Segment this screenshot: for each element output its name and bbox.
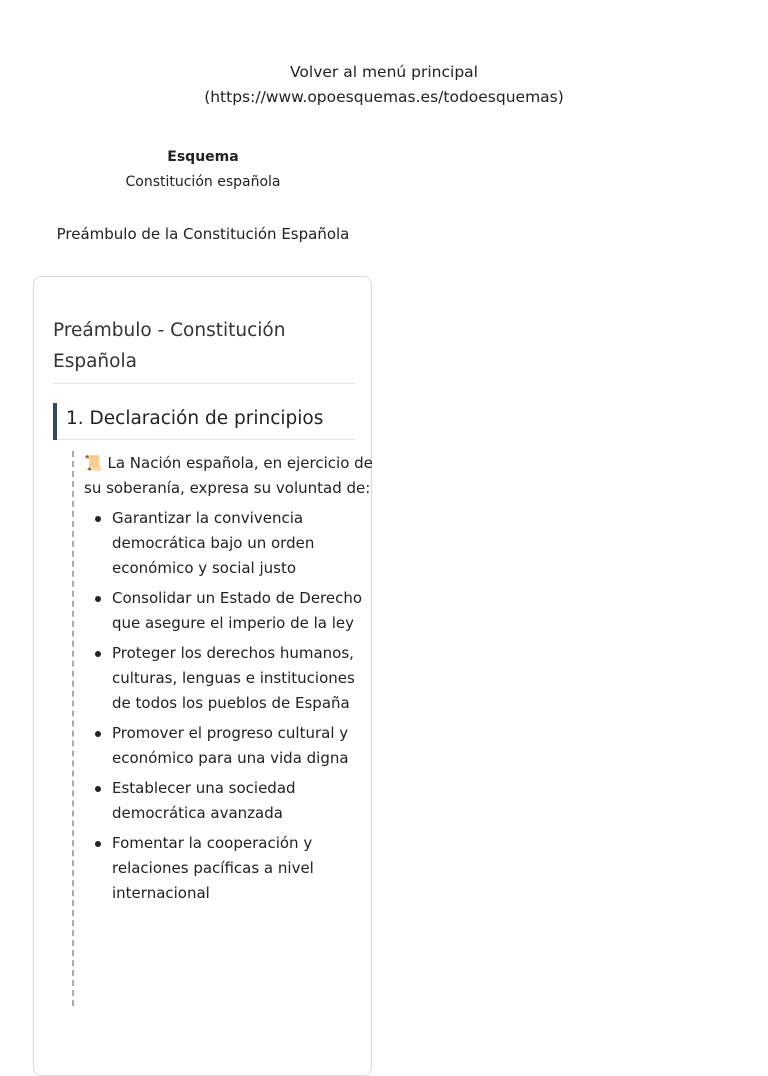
back-link-text: Volver al menú principal (290, 63, 478, 81)
list-item: Fomentar la cooperación y relaciones pacíficas a nivel internacional (84, 831, 374, 906)
back-link-url: (https://www.opoesquemas.es/todoesquemas) (204, 88, 564, 106)
section-header[interactable] (53, 403, 355, 440)
scheme-name: Constitución española (125, 174, 281, 190)
scheme-card (33, 276, 372, 1076)
list-item: Promover el progreso cultural y económico para una vida digna (84, 721, 374, 771)
section-intro-text: La Nación española, en ejercicio de su soberanía, expresa su voluntad de: (84, 454, 373, 497)
back-to-main-menu-link[interactable] (0, 60, 768, 110)
section-accent-bar (53, 403, 57, 440)
list-item: Establecer una sociedad democrática avanzada (84, 776, 374, 826)
preamble-heading: Preámbulo de la Constitución Española (56, 225, 350, 243)
principles-list (84, 506, 374, 906)
list-item: Garantizar la convivencia democrática bajo un orden económico y social justo (84, 506, 374, 581)
card-title: Preámbulo - Constitución Española (53, 315, 355, 384)
section-intro (84, 451, 374, 501)
scheme-header (102, 145, 304, 195)
scroll-icon: 📜 (84, 454, 103, 472)
section-body (72, 451, 374, 1006)
list-item: Consolidar un Estado de Derecho que asegure el imperio de la ley (84, 586, 374, 636)
list-item: Proteger los derechos humanos, culturas, lenguas e instituciones de todos los pueblos de España (84, 641, 374, 716)
section-title: 1. Declaración de principios (66, 408, 324, 429)
scheme-label: Esquema (167, 149, 239, 165)
